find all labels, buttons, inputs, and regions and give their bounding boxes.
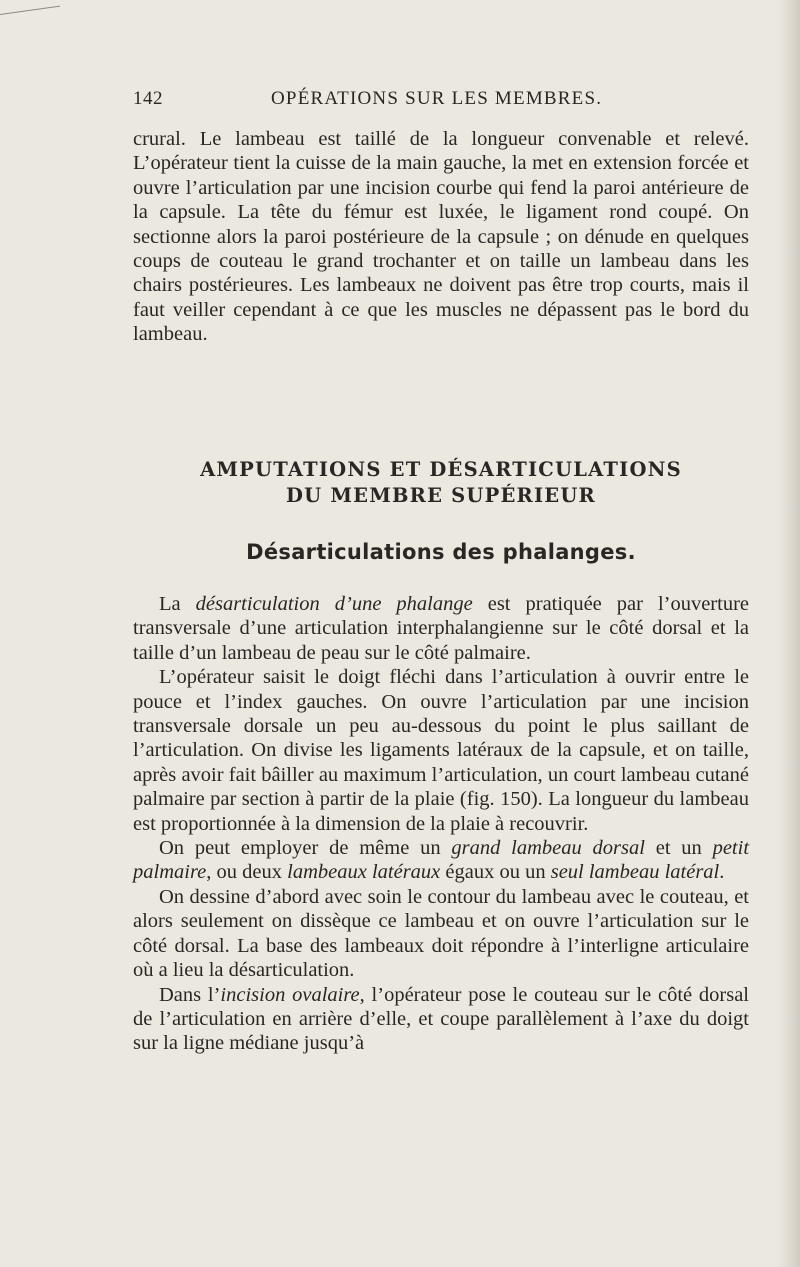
page-edge-shadow [778,0,800,1267]
paragraph-5-emphasis: incision ovalaire [220,983,360,1006]
section-heading [133,457,749,509]
paragraph-3 [133,836,749,885]
paragraph-3-text-end: . [719,861,725,884]
paragraph-5 [133,983,749,1056]
paragraph-1-text: La [159,593,196,615]
running-head [133,88,749,114]
paragraph-1 [133,592,749,665]
paragraph-3-emphasis-grand-lambeau: grand lambeau dorsal [451,837,645,860]
paragraph-2: L’opérateur saisit le doigt fléchi dans l’articulation à ouvrir entre le pouce et l’index gauches. On ouvre l’articulation par une incision transversale dorsale un peu au-dessous du point le plus saillant de l’articulation. On divise les ligaments latéraux de la capsule, et on taille, après avoir fait bâiller au maximum l’articulation, un court lambeau cutané palmaire par section à partir de la plaie (fig. 150). La longueur du lambeau est proportionnée à la dimension de la plaie à recouvrir. [133,666,749,835]
paragraph-3-emphasis-lambeaux-lateraux: lambeaux latéraux [287,861,441,884]
paragraph-5-text: Dans l’ [159,983,221,1006]
running-title: OPÉRATIONS SUR LES MEMBRES. [271,88,603,109]
paragraph-1-text-end: est pratiquée par l’ouverture transversale d’une articulation interphalangienne sur le côté dorsal et la taille d’un lambeau de peau sur le côté palmaire. [133,593,750,664]
page-number: 142 [133,88,163,109]
section-heading-line1: AMPUTATIONS ET DÉSARTICULATIONS [200,458,682,481]
paragraph-1-emphasis: désarticulation d’une phalange [195,593,473,615]
paragraph-5-text-end: , l’opérateur pose le couteau sur le côté dorsal de l’articulation en arrière d’elle, et coupe parallèlement à l’axe du doigt sur la ligne médiane jusqu’à [133,983,749,1055]
paragraph-3-emphasis-petit-palmaire: petit palmaire [133,837,750,884]
section-heading-line2: DU MEMBRE SUPÉRIEUR [286,484,596,507]
continuation-paragraph: crural. Le lambeau est taillé de la longueur convenable et relevé. L’opérateur tient la cuisse de la main gauche, la met en extension forcée et ouvre l’articulation par une incision courbe qui fend la paroi antérieure de la capsule. La tête du fémur est luxée, le ligament rond coupé. On sectionne alors la paroi postérieure de la capsule ; on dénude en quelques coups de couteau le grand trochanter et on taille un lambeau dans les chairs postérieures. Les lambeaux ne doivent pas être trop courts, mais il faut veiller cependant à ce que les muscles ne dépassent pas le bord du lambeau. [133,128,749,346]
page-corner-fold [0,0,60,15]
subsection-heading: Désarticulations des phalanges. [246,540,636,564]
paragraph-3-text: , ou deux [206,861,288,884]
body-text-block [133,592,749,1056]
paragraph-3-text: égaux ou un [440,861,551,884]
continuation-text-block [133,127,749,347]
paragraph-3-emphasis-seul-lambeau: seul lambeau latéral [550,861,720,884]
paragraph-3-text: et un [644,837,713,860]
paragraph-4: On dessine d’abord avec soin le contour du lambeau avec le couteau, et alors seulement on dissèque ce lambeau et on ouvre l’articulation sur le côté dorsal. La base des lambeaux doit répondre à l’interligne articulaire où a lieu la désarticulation. [133,885,749,982]
paragraph-3-text: On peut employer de même un [159,837,452,860]
